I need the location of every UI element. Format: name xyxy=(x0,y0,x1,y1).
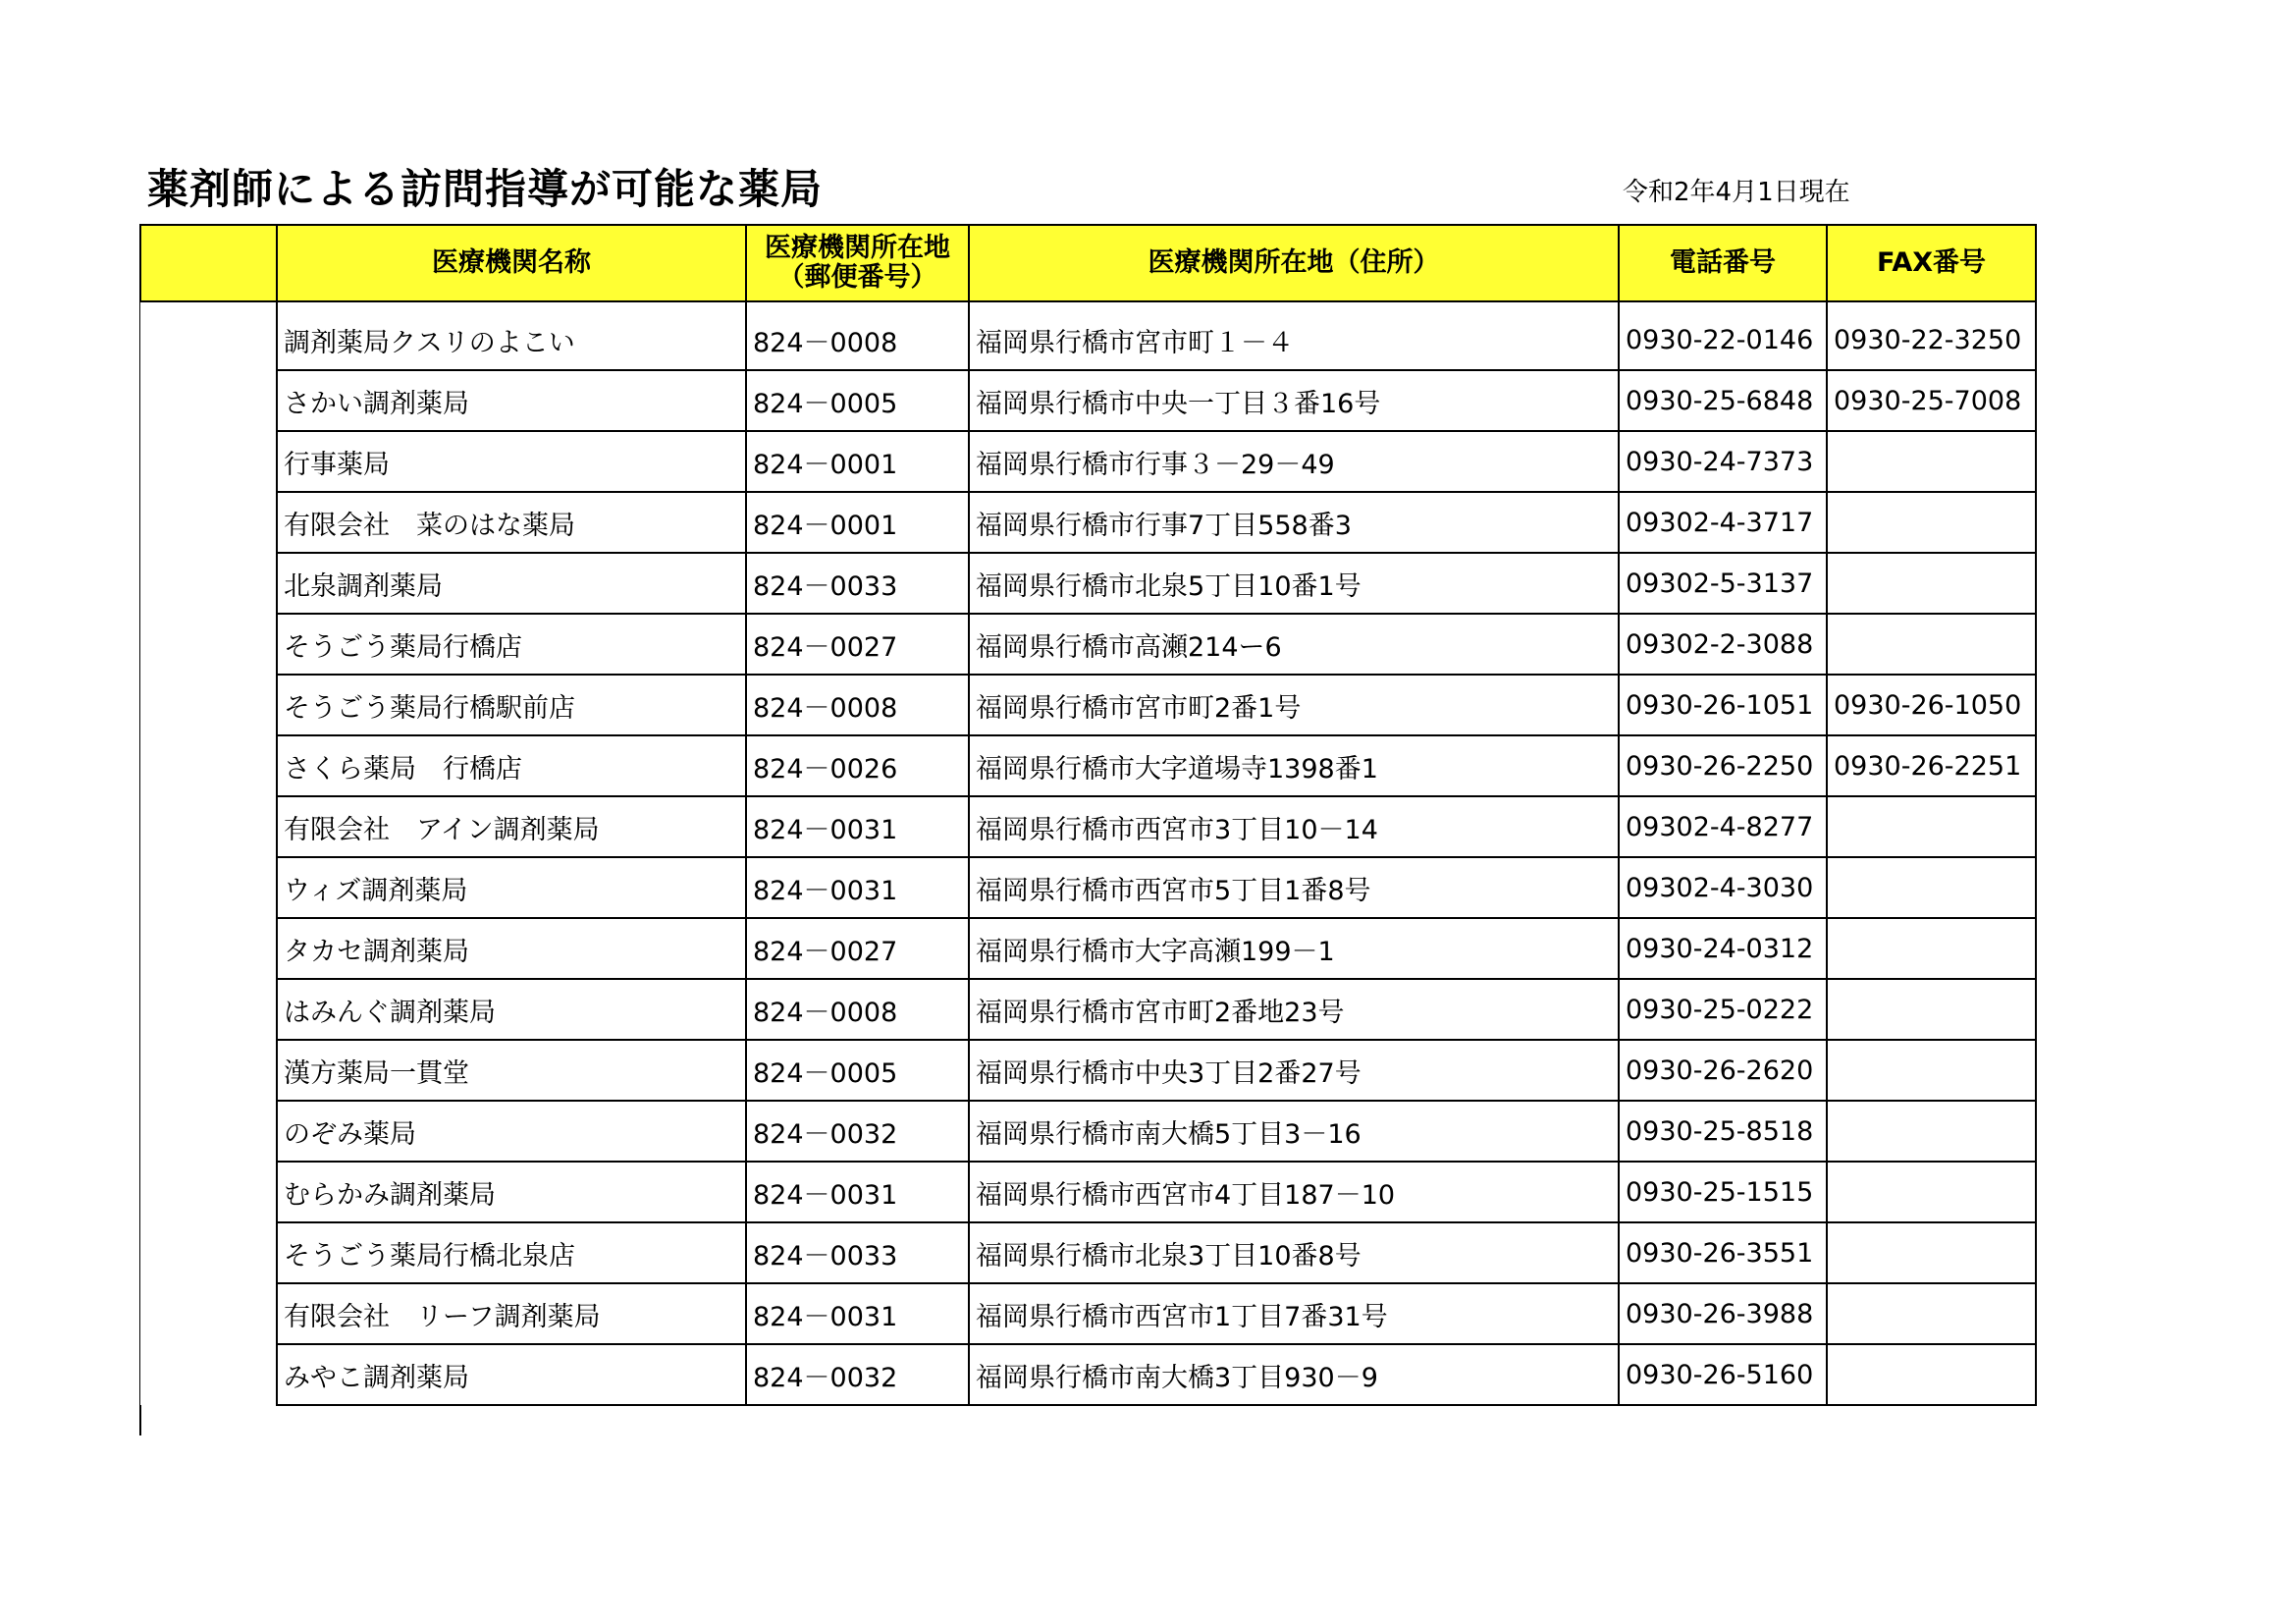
cell-postal: 824－0032 xyxy=(746,1344,969,1405)
cell-postal: 824－0032 xyxy=(746,1101,969,1162)
as-of-date: 令和2年4月1日現在 xyxy=(1623,178,1850,207)
table-row xyxy=(140,918,2036,979)
cell-name: 漢方薬局一貫堂 xyxy=(277,1040,746,1101)
cell-postal: 824－0005 xyxy=(746,370,969,431)
cell-fax xyxy=(1827,857,2036,918)
cell-address: 福岡県行橋市西宮市3丁目10－14 xyxy=(969,796,1619,857)
cell-address: 福岡県行橋市行事7丁目558番3 xyxy=(969,492,1619,553)
row-blank-cell xyxy=(140,675,277,735)
cell-postal: 824－0033 xyxy=(746,553,969,614)
cell-address: 福岡県行橋市南大橋3丁目930－9 xyxy=(969,1344,1619,1405)
cell-fax xyxy=(1827,796,2036,857)
cell-name: 北泉調剤薬局 xyxy=(277,553,746,614)
table-row xyxy=(140,857,2036,918)
header-postal-label: 医療機関所在地（郵便番号） xyxy=(765,233,950,293)
row-blank-cell xyxy=(140,431,277,492)
table-row xyxy=(140,1101,2036,1162)
table-row xyxy=(140,1222,2036,1283)
cell-phone: 09302-4-3717 xyxy=(1619,492,1827,553)
cell-phone: 0930-25-8518 xyxy=(1619,1101,1827,1162)
row-blank-cell xyxy=(140,918,277,979)
table-row xyxy=(140,735,2036,796)
header-phone: 電話番号 xyxy=(1619,225,1827,301)
cell-fax xyxy=(1827,1162,2036,1222)
cell-name: そうごう薬局行橋駅前店 xyxy=(277,675,746,735)
table-row xyxy=(140,1344,2036,1405)
cell-fax xyxy=(1827,1344,2036,1405)
table-row xyxy=(140,492,2036,553)
header-name: 医療機関名称 xyxy=(277,225,746,301)
table-row xyxy=(140,796,2036,857)
table-row xyxy=(140,370,2036,431)
cell-address: 福岡県行橋市南大橋5丁目3－16 xyxy=(969,1101,1619,1162)
cell-phone: 09302-4-3030 xyxy=(1619,857,1827,918)
cell-name: さかい調剤薬局 xyxy=(277,370,746,431)
cell-address: 福岡県行橋市北泉3丁目10番8号 xyxy=(969,1222,1619,1283)
cell-address: 福岡県行橋市宮市町2番地23号 xyxy=(969,979,1619,1040)
cell-address: 福岡県行橋市行事３－29－49 xyxy=(969,431,1619,492)
cell-postal: 824－0008 xyxy=(746,301,969,370)
header-postal xyxy=(746,225,969,301)
cell-phone: 0930-26-2250 xyxy=(1619,735,1827,796)
cell-name: さくら薬局 行橋店 xyxy=(277,735,746,796)
row-blank-cell xyxy=(140,614,277,675)
row-blank-cell xyxy=(140,1344,277,1405)
cell-phone: 0930-25-0222 xyxy=(1619,979,1827,1040)
table-row xyxy=(140,1162,2036,1222)
cell-phone: 09302-4-8277 xyxy=(1619,796,1827,857)
cell-postal: 824－0031 xyxy=(746,857,969,918)
cell-phone: 0930-26-3551 xyxy=(1619,1222,1827,1283)
cell-fax: 0930-25-7008 xyxy=(1827,370,2036,431)
table-header-row xyxy=(140,225,2036,301)
cell-postal: 824－0001 xyxy=(746,431,969,492)
cell-fax xyxy=(1827,431,2036,492)
row-blank-cell xyxy=(140,492,277,553)
row-blank-cell xyxy=(140,1222,277,1283)
table-row xyxy=(140,553,2036,614)
page-title: 薬剤師による訪問指導が可能な薬局 xyxy=(147,165,824,213)
cell-fax xyxy=(1827,1222,2036,1283)
cell-name: タカセ調剤薬局 xyxy=(277,918,746,979)
row-blank-cell xyxy=(140,857,277,918)
cell-postal: 824－0027 xyxy=(746,614,969,675)
cell-postal: 824－0033 xyxy=(746,1222,969,1283)
cell-postal: 824－0008 xyxy=(746,979,969,1040)
cell-name: そうごう薬局行橋店 xyxy=(277,614,746,675)
cell-address: 福岡県行橋市中央一丁目３番16号 xyxy=(969,370,1619,431)
cell-postal: 824－0031 xyxy=(746,1162,969,1222)
cell-phone: 0930-24-7373 xyxy=(1619,431,1827,492)
cell-name: のぞみ薬局 xyxy=(277,1101,746,1162)
cell-fax xyxy=(1827,1283,2036,1344)
pharmacy-table xyxy=(139,224,2037,1406)
cell-name: そうごう薬局行橋北泉店 xyxy=(277,1222,746,1283)
cell-fax: 0930-22-3250 xyxy=(1827,301,2036,370)
cell-phone: 0930-26-5160 xyxy=(1619,1344,1827,1405)
cell-postal: 824－0026 xyxy=(746,735,969,796)
cell-phone: 0930-22-0146 xyxy=(1619,301,1827,370)
cell-name: 有限会社 リーフ調剤薬局 xyxy=(277,1283,746,1344)
cell-phone: 0930-26-3988 xyxy=(1619,1283,1827,1344)
row-blank-cell xyxy=(140,1040,277,1101)
cell-address: 福岡県行橋市北泉5丁目10番1号 xyxy=(969,553,1619,614)
row-blank-cell xyxy=(140,1283,277,1344)
cell-phone: 0930-26-2620 xyxy=(1619,1040,1827,1101)
cell-postal: 824－0031 xyxy=(746,796,969,857)
cell-postal: 824－0001 xyxy=(746,492,969,553)
table-row xyxy=(140,979,2036,1040)
row-blank-cell xyxy=(140,979,277,1040)
cell-phone: 09302-2-3088 xyxy=(1619,614,1827,675)
table-row xyxy=(140,301,2036,370)
cell-postal: 824－0031 xyxy=(746,1283,969,1344)
cell-fax xyxy=(1827,979,2036,1040)
cell-name: むらかみ調剤薬局 xyxy=(277,1162,746,1222)
cell-address: 福岡県行橋市西宮市4丁目187－10 xyxy=(969,1162,1619,1222)
cell-fax: 0930-26-2251 xyxy=(1827,735,2036,796)
cell-name: みやこ調剤薬局 xyxy=(277,1344,746,1405)
row-blank-cell xyxy=(140,1162,277,1222)
cell-name: 有限会社 アイン調剤薬局 xyxy=(277,796,746,857)
cell-phone: 09302-5-3137 xyxy=(1619,553,1827,614)
table-row xyxy=(140,431,2036,492)
cell-address: 福岡県行橋市高瀬214ー6 xyxy=(969,614,1619,675)
cell-phone: 0930-25-6848 xyxy=(1619,370,1827,431)
cell-address: 福岡県行橋市西宮市1丁目7番31号 xyxy=(969,1283,1619,1344)
row-blank-cell xyxy=(140,735,277,796)
header-address: 医療機関所在地（住所） xyxy=(969,225,1619,301)
cell-fax xyxy=(1827,918,2036,979)
cell-fax xyxy=(1827,492,2036,553)
cell-address: 福岡県行橋市中央3丁目2番27号 xyxy=(969,1040,1619,1101)
cell-postal: 824－0008 xyxy=(746,675,969,735)
row-blank-cell xyxy=(140,1101,277,1162)
cell-postal: 824－0027 xyxy=(746,918,969,979)
cell-name: 有限会社 菜のはな薬局 xyxy=(277,492,746,553)
cell-name: 行事薬局 xyxy=(277,431,746,492)
cell-name: はみんぐ調剤薬局 xyxy=(277,979,746,1040)
cell-phone: 0930-25-1515 xyxy=(1619,1162,1827,1222)
row-blank-cell xyxy=(140,301,277,370)
cell-fax xyxy=(1827,1040,2036,1101)
cell-address: 福岡県行橋市大字道場寺1398番1 xyxy=(969,735,1619,796)
cell-address: 福岡県行橋市西宮市5丁目1番8号 xyxy=(969,857,1619,918)
table-row xyxy=(140,1283,2036,1344)
table-body xyxy=(140,301,2036,1405)
cell-fax: 0930-26-1050 xyxy=(1827,675,2036,735)
cell-postal: 824－0005 xyxy=(746,1040,969,1101)
cell-name: 調剤薬局クスリのよこい xyxy=(277,301,746,370)
table-row xyxy=(140,614,2036,675)
cell-phone: 0930-26-1051 xyxy=(1619,675,1827,735)
cell-phone: 0930-24-0312 xyxy=(1619,918,1827,979)
cell-address: 福岡県行橋市大字高瀬199－1 xyxy=(969,918,1619,979)
cell-fax xyxy=(1827,1101,2036,1162)
header-fax: FAX番号 xyxy=(1827,225,2036,301)
cell-fax xyxy=(1827,614,2036,675)
cell-address: 福岡県行橋市宮市町2番1号 xyxy=(969,675,1619,735)
cell-address: 福岡県行橋市宮市町１－４ xyxy=(969,301,1619,370)
header-blank xyxy=(140,225,277,301)
cell-name: ウィズ調剤薬局 xyxy=(277,857,746,918)
row-blank-cell xyxy=(140,796,277,857)
row-blank-cell xyxy=(140,370,277,431)
cell-fax xyxy=(1827,553,2036,614)
row-blank-cell xyxy=(140,553,277,614)
table-row xyxy=(140,1040,2036,1101)
table-row xyxy=(140,675,2036,735)
